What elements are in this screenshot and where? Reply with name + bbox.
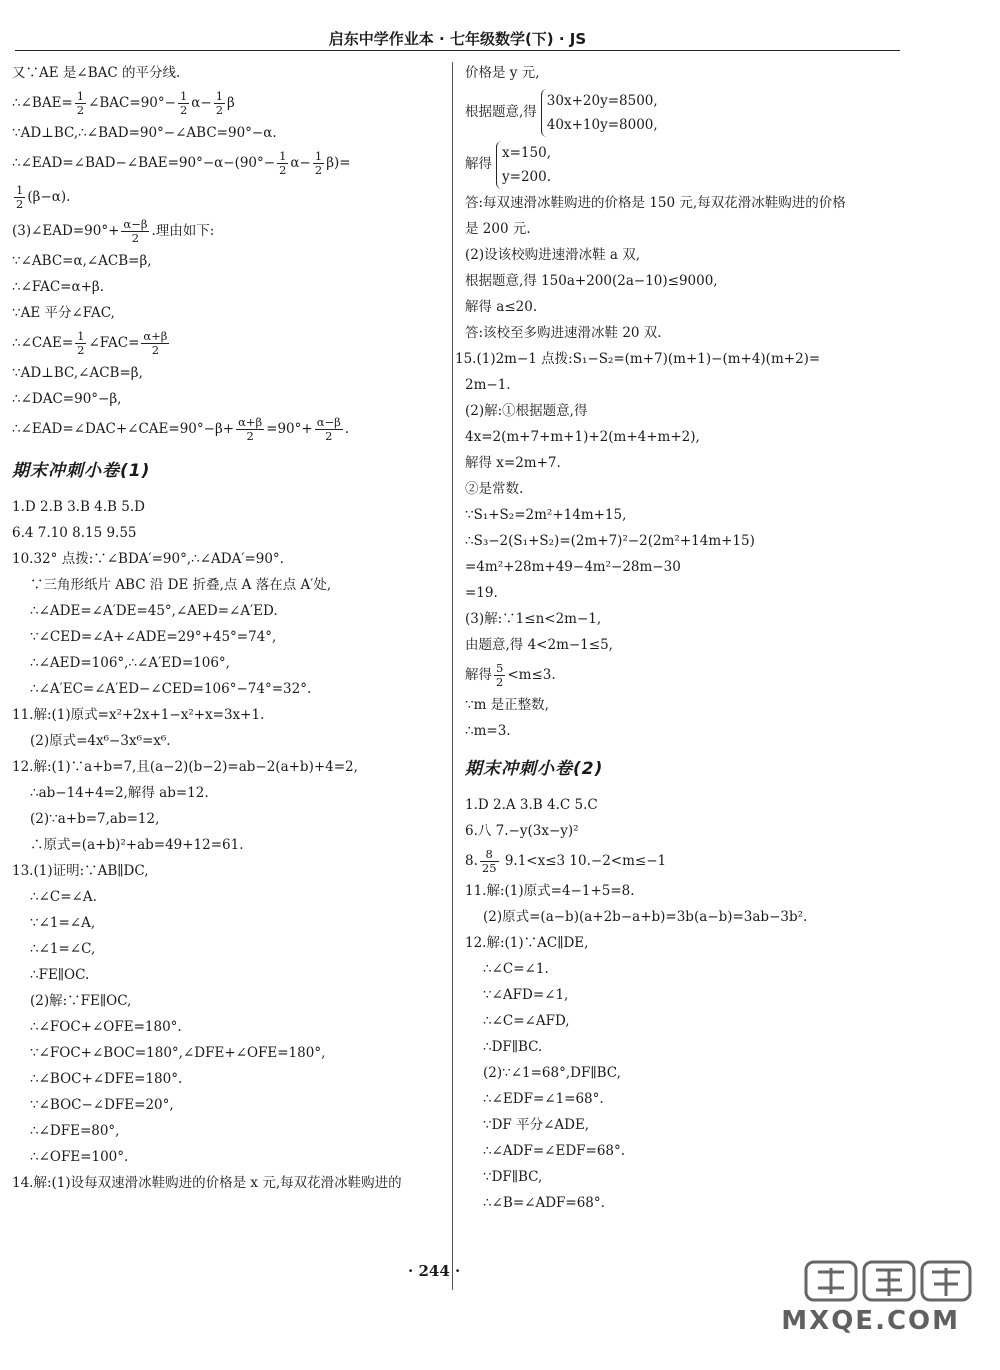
text-line: 解得 x=2m+7. bbox=[465, 455, 561, 471]
text-line: 答:每双速滑冰鞋购进的价格是 150 元,每双花滑冰鞋购进的价格 bbox=[465, 195, 846, 211]
answer-line: 6.八 7.−y(3x−y)² bbox=[465, 823, 579, 839]
answer-line: ∴∠DFE=80°, bbox=[30, 1123, 120, 1139]
header-rule bbox=[15, 50, 900, 51]
answer-line: ∴∠1=∠C, bbox=[30, 941, 96, 957]
section-heading: 期末冲刺小卷(2) bbox=[465, 759, 604, 779]
text-line: 解得 a≤20. bbox=[465, 299, 538, 315]
text-line: 15.(1)2m−1 点拨:S₁−S₂=(m+7)(m+1)−(m+4)(m+2)= bbox=[455, 351, 821, 367]
equation-system: 根据题意,得 30x+20y=8500, 40x+10y=8000, bbox=[465, 86, 905, 138]
watermark-text: MXQE.COM bbox=[781, 1306, 960, 1336]
text-line: ∴S₃−2(S₁+S₂)=(2m+7)²−2(2m²+14m+15) bbox=[465, 533, 755, 549]
text-line: 由题意,得 4<2m−1≤5, bbox=[465, 637, 613, 653]
column-divider bbox=[452, 62, 453, 1290]
text-line: ∴∠CAE= $\frac{1}{2}$ ∠FAC= $\frac{\alpha+\beta}{2}$ bbox=[12, 329, 168, 357]
answer-line: 14.解:(1)设每双速滑冰鞋购进的价格是 x 元,每双花滑冰鞋购进的 bbox=[12, 1175, 402, 1191]
text-line: 2m−1. bbox=[465, 377, 511, 393]
answer-line: 12.解:(1)∵a+b=7,且(a−2)(b−2)=ab−2(a+b)+4=2, bbox=[12, 759, 358, 775]
equation-system: 解得 x=150, y=200. bbox=[465, 138, 905, 190]
fraction: $\frac{1}{2}$ bbox=[179, 89, 188, 117]
text-line: (2)设该校购进速滑冰鞋 a 双, bbox=[465, 247, 641, 263]
text-line: 是 200 元. bbox=[465, 221, 531, 237]
text-line: 根据题意,得 150a+200(2a−10)≤9000, bbox=[465, 273, 718, 289]
answer-line: 8. $\frac{8}{25}$ 9.1<x≤3 10.−2<m≤−1 bbox=[465, 847, 667, 875]
answer-line: 13.(1)证明:∵AB∥DC, bbox=[12, 863, 149, 879]
answer-line: 10.32° 点拨:∵∠BDA′=90°,∴∠ADA′=90°. bbox=[12, 551, 284, 567]
fraction: $\frac{\alpha-\beta}{2}$ bbox=[123, 217, 148, 245]
fraction: $\frac{\alpha+\beta}{2}$ bbox=[238, 415, 263, 443]
answer-line: 11.解:(1)原式=4−1+5=8. bbox=[465, 883, 635, 899]
answer-line: ∵∠FOC+∠BOC=180°,∠DFE+∠OFE=180°, bbox=[30, 1045, 326, 1061]
fraction: $\frac{1}{2}$ bbox=[314, 149, 323, 177]
page-number: · 244 · bbox=[408, 1262, 461, 1280]
answer-line: (2)∵a+b=7,ab=12, bbox=[30, 811, 160, 827]
right-column bbox=[455, 60, 905, 1216]
answer-line: ∵DF∥BC, bbox=[483, 1169, 543, 1185]
text-line: ∴m=3. bbox=[465, 723, 511, 739]
fraction: $\frac{1}{2}$ bbox=[279, 149, 287, 177]
answer-line: ∴∠ADF=∠EDF=68°. bbox=[483, 1143, 626, 1159]
text-line: 价格是 y 元, bbox=[465, 65, 540, 81]
answer-line: ∴原式=(a+b)²+ab=49+12=61. bbox=[30, 837, 244, 853]
text-line: ∵∠ABC=α,∠ACB=β, bbox=[12, 253, 152, 269]
answer-line: (2)解:∵FE∥OC, bbox=[30, 993, 132, 1009]
answer-line: ∴∠BOC+∠DFE=180°. bbox=[30, 1071, 183, 1087]
fraction: $\frac{\alpha+\beta}{2}$ bbox=[143, 329, 168, 357]
text-line: $\frac{1}{2}$ (β−α). bbox=[16, 183, 71, 211]
answer-line: ∴∠C=∠1. bbox=[483, 961, 549, 977]
answer-line: ∴∠AED=106°,∴∠A′ED=106°, bbox=[30, 655, 230, 671]
answer-line: ∵∠BOC−∠DFE=20°, bbox=[30, 1097, 174, 1113]
fraction: $\frac{1}{2}$ bbox=[77, 329, 85, 357]
answer-line: ∵三角形纸片 ABC 沿 DE 折叠,点 A 落在点 A′处, bbox=[30, 577, 332, 593]
answer-line: 1.D 2.A 3.B 4.C 5.C bbox=[465, 797, 598, 813]
text-line: (2)解:①根据题意,得 bbox=[465, 403, 588, 419]
answer-line: ∴∠C=∠AFD, bbox=[483, 1013, 570, 1029]
answer-line: ∵∠CED=∠A+∠ADE=29°+45°=74°, bbox=[30, 629, 277, 645]
watermark-logo-icon bbox=[804, 1258, 974, 1304]
fraction: $\frac{8}{25}$ bbox=[481, 847, 497, 875]
text-line: (3)∠EAD=90°+ $\frac{\alpha-\beta}{2}$ .理由如下: bbox=[12, 217, 215, 245]
answer-line: ∴∠ADE=∠A′DE=45°,∠AED=∠A′ED. bbox=[30, 603, 278, 619]
text-line: 答:该校至多购进速滑冰鞋 20 双. bbox=[465, 325, 662, 341]
text-line: =4m²+28m+49−4m²−28m−30 bbox=[465, 559, 681, 575]
answer-line: 12.解:(1)∵AC∥DE, bbox=[465, 935, 589, 951]
fraction: $\frac{1}{2}$ bbox=[215, 89, 224, 117]
fraction: $\frac{\alpha-\beta}{2}$ bbox=[316, 415, 341, 443]
text-line: ∵AE 平分∠FAC, bbox=[12, 305, 115, 321]
text-line: =19. bbox=[465, 585, 498, 601]
fraction: $\frac{1}{2}$ bbox=[76, 89, 85, 117]
text-line: 又∵AE 是∠BAC 的平分线. bbox=[12, 65, 181, 81]
section-heading: 期末冲刺小卷(1) bbox=[12, 461, 151, 481]
page-header: 启东中学作业本 · 七年级数学(下) · JS bbox=[328, 30, 587, 48]
answer-line: ∴DF∥BC. bbox=[483, 1039, 543, 1055]
answer-line: ∴ab−14+4=2,解得 ab=12. bbox=[30, 785, 209, 801]
text-line: ∴∠BAE= $\frac{1}{2}$ ∠BAC=90°− $\frac{1}{2}$ α− $\frac{1}{2}$ β bbox=[12, 89, 235, 117]
left-column bbox=[12, 60, 444, 1196]
fraction: $\frac{1}{2}$ bbox=[16, 183, 24, 211]
fraction: $\frac{5}{2}$ bbox=[496, 661, 504, 689]
text-line: 4x=2(m+7+m+1)+2(m+4+m+2), bbox=[465, 429, 700, 445]
answer-line: ∴∠EDF=∠1=68°. bbox=[483, 1091, 604, 1107]
answer-line: ∴∠A′EC=∠A′ED−∠CED=106°−74°=32°. bbox=[30, 681, 312, 697]
answer-line: (2)∵∠1=68°,DF∥BC, bbox=[483, 1065, 621, 1081]
answer-line: ∵DF 平分∠ADE, bbox=[483, 1117, 590, 1133]
watermark bbox=[781, 1262, 988, 1352]
answer-line: 6.4 7.10 8.15 9.55 bbox=[12, 525, 137, 541]
answer-line: ∴FE∥OC. bbox=[30, 967, 90, 983]
answer-line: ∵∠1=∠A, bbox=[30, 915, 96, 931]
text-line: ∴∠EAD=∠BAD−∠BAE=90°−α−(90°− $\frac{1}{2}$ α− $\frac{1}{2}$ β)= bbox=[12, 149, 351, 177]
text-line: ∴∠FAC=α+β. bbox=[12, 279, 105, 295]
text-line: ∵S₁+S₂=2m²+14m+15, bbox=[465, 507, 627, 523]
answer-line: ∴∠OFE=100°. bbox=[30, 1149, 129, 1165]
text-line: ∴∠EAD=∠DAC+∠CAE=90°−β+ $\frac{\alpha+\beta}{2}$ =90°+ $\frac{\alpha-\beta}{2}$ . bbox=[12, 415, 350, 443]
text-line: ∵AD⊥BC,∠ACB=β, bbox=[12, 365, 143, 381]
answer-line: ∴∠C=∠A. bbox=[30, 889, 97, 905]
answer-line: 1.D 2.B 3.B 4.B 5.D bbox=[12, 499, 145, 515]
text-line: ∴∠DAC=90°−β, bbox=[12, 391, 122, 407]
text-line: ∵AD⊥BC,∴∠BAD=90°−∠ABC=90°−α. bbox=[12, 125, 277, 141]
answer-line: 11.解:(1)原式=x²+2x+1−x²+x=3x+1. bbox=[12, 707, 265, 723]
text-line: (3)解:∵1≤n<2m−1, bbox=[465, 611, 602, 627]
answer-line: ∴∠FOC+∠OFE=180°. bbox=[30, 1019, 182, 1035]
text-line: 解得 $\frac{5}{2}$ <m≤3. bbox=[465, 661, 556, 689]
answer-line: (2)原式=(a−b)(a+2b−a+b)=3b(a−b)=3ab−3b². bbox=[483, 909, 808, 925]
text-line: ②是常数. bbox=[465, 481, 524, 497]
answer-line: (2)原式=4x⁶−3x⁶=x⁶. bbox=[30, 733, 171, 749]
text-line: ∵m 是正整数, bbox=[465, 697, 549, 713]
answer-line: ∴∠B=∠ADF=68°. bbox=[483, 1195, 605, 1211]
answer-line: ∵∠AFD=∠1, bbox=[483, 987, 569, 1003]
